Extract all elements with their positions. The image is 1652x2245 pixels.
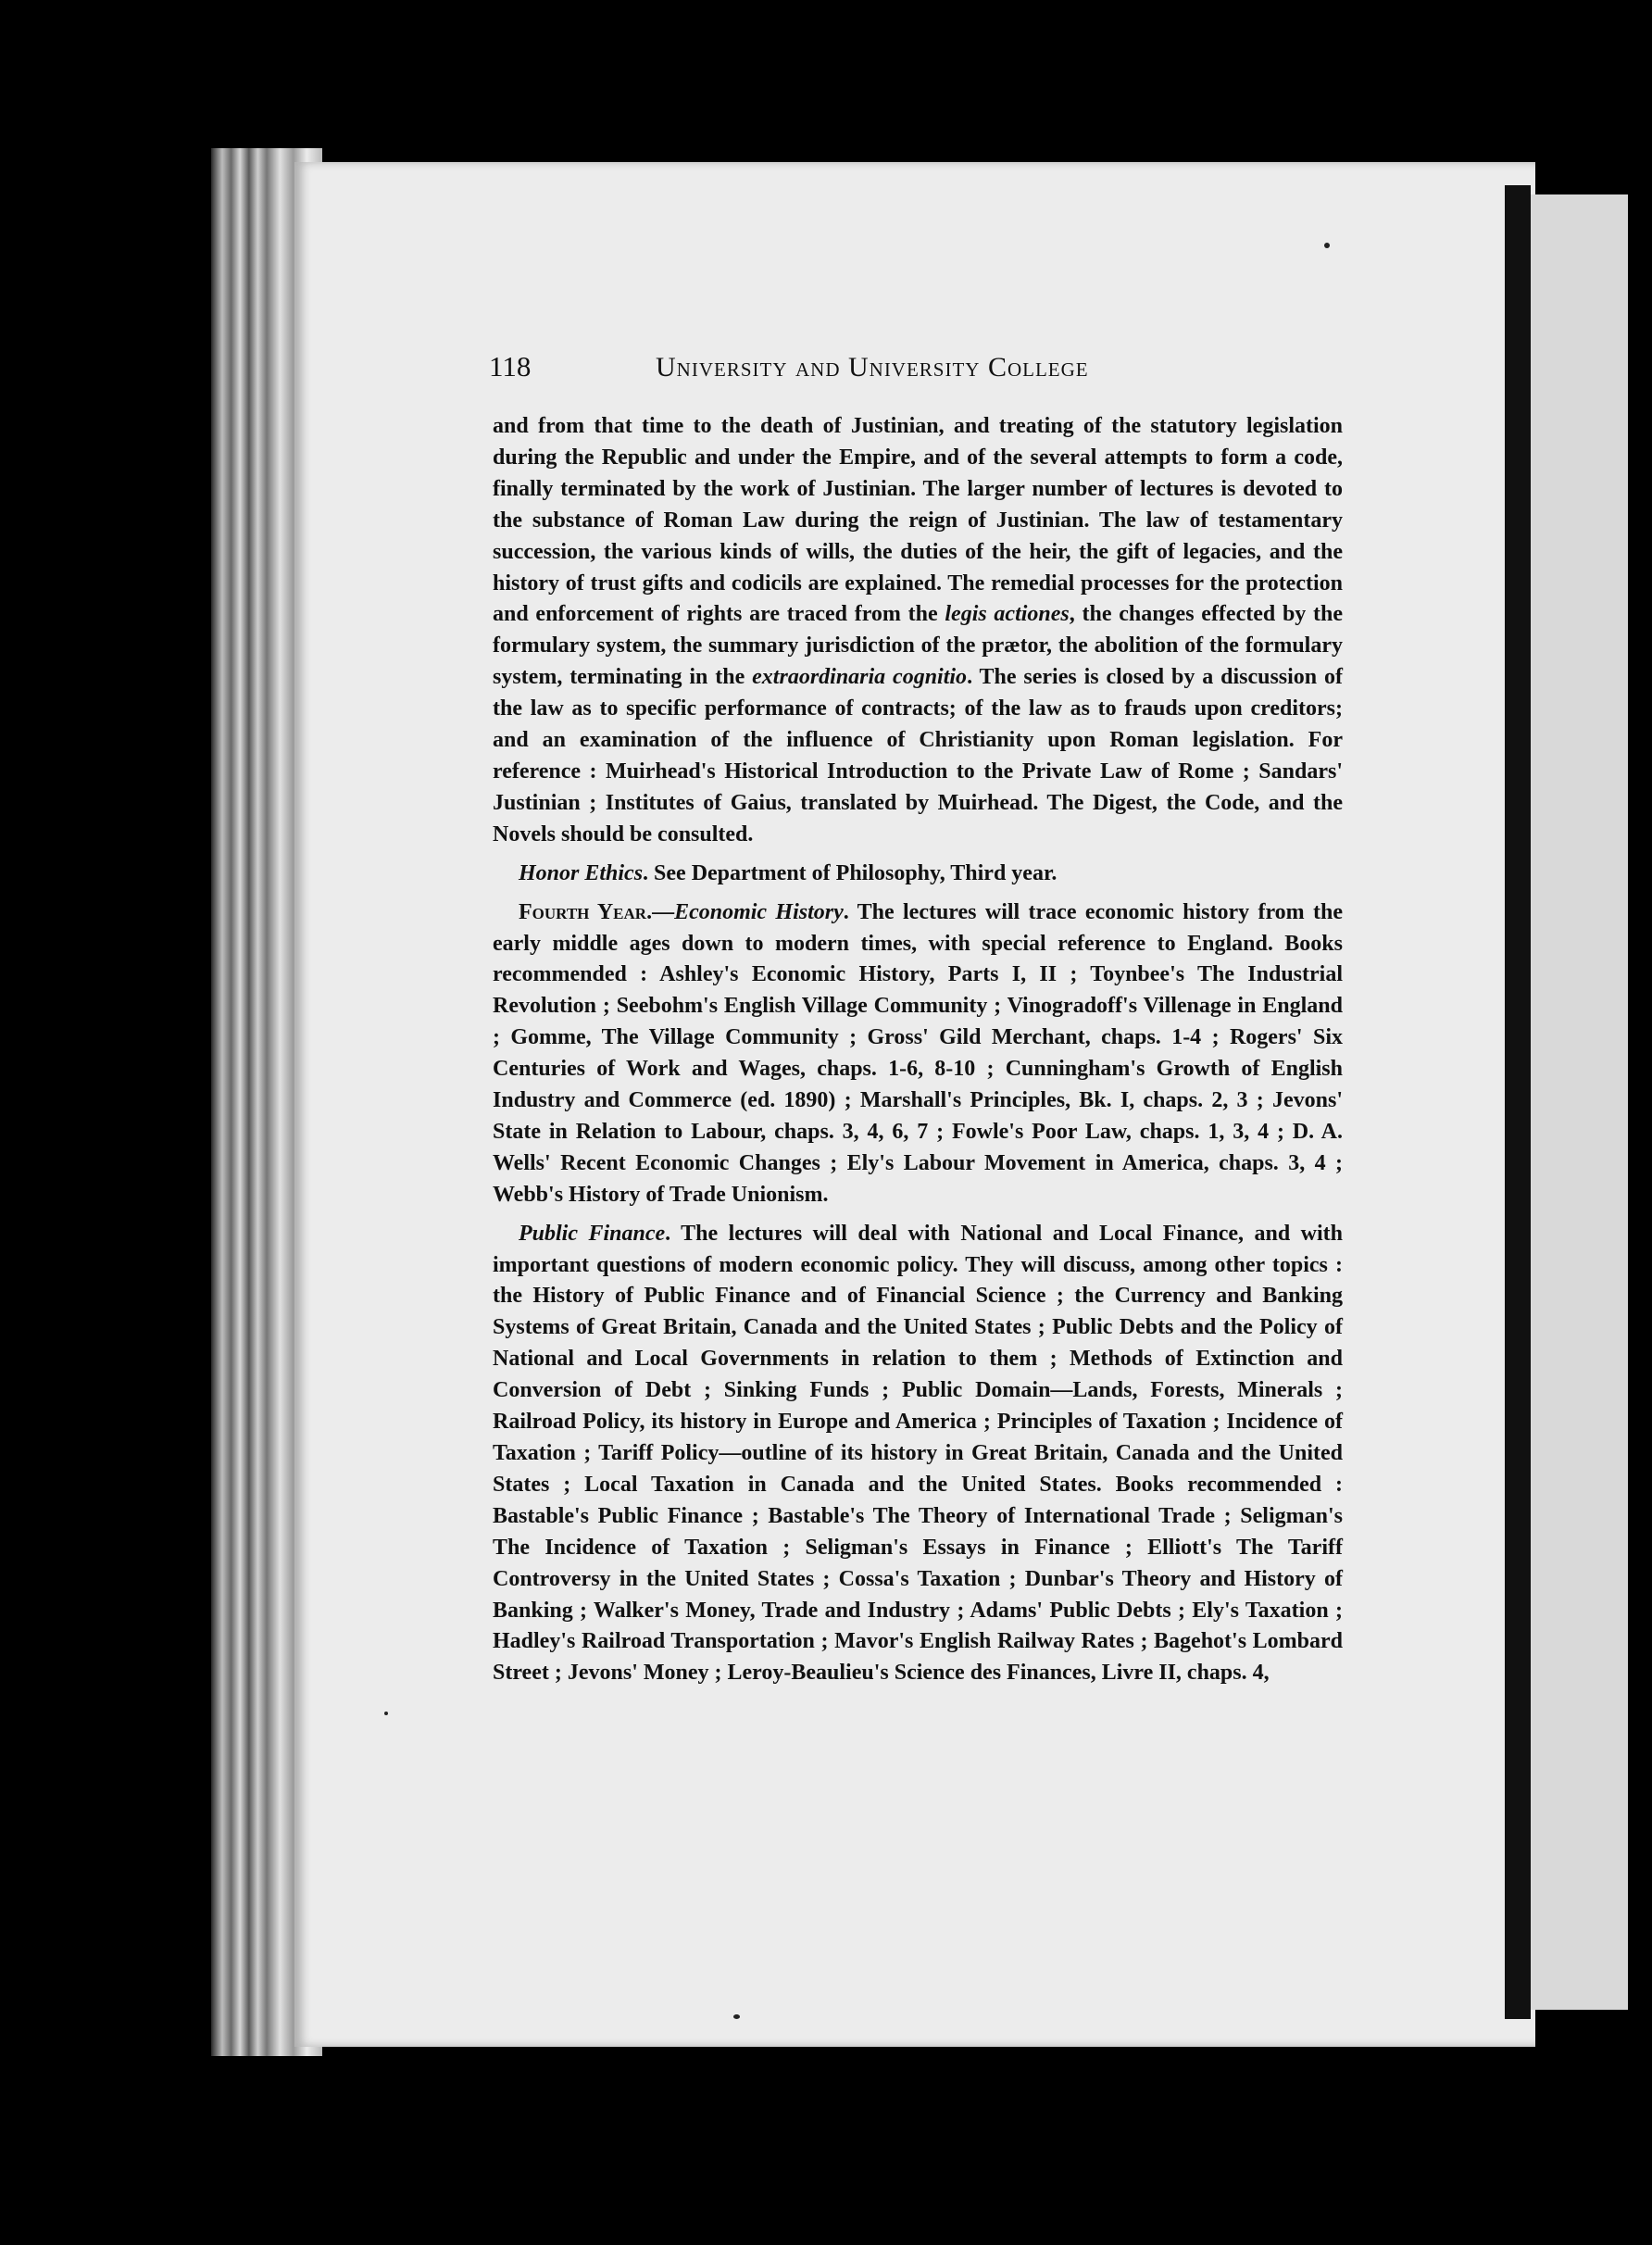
year-heading: Fourth Year	[519, 899, 647, 924]
facing-page-edge	[1531, 194, 1628, 2010]
italic-term: extraordinaria cognitio	[752, 665, 968, 690]
text-run: and from that time to the death of Justinian, and treating of the statutory legislation during the Republic and under the Empire, and of the several attempts to form a code, finally terminated by the work of Justinian. The larger number of lectures is devoted to the substance of Roman Law during the reign of Justinian. The law of testamentary succession, the various kinds of wills, the duties of the heir, the gift of legacies, and the history of trust gifts and codicils are explained. The remedial processes for the protection and enforcement of rights are traced from the	[493, 414, 1343, 627]
text-run: . See Department of Philosophy, Third year.	[643, 860, 1058, 885]
text-run: , the changes effected by the formulary system, the summary jurisdiction of the prætor, the abolition of the formulary system, terminating in the	[493, 602, 1344, 690]
page-header	[489, 350, 1341, 383]
paragraph-public-finance	[493, 1219, 1343, 1690]
scan-speck	[733, 2014, 740, 2019]
page-number: 118	[489, 350, 532, 383]
course-title: Honor Ethics	[519, 860, 644, 885]
paragraph-roman-law	[493, 411, 1343, 851]
running-title: University and University College	[656, 352, 1089, 383]
text-run: . The lectures will trace economic history from the early middle ages down to modern times, with special reference to England. Books recommended : Ashley's Economic History, Parts I, II ; Toynbee's The Industrial Revolution ; Seebohm's English Village Community ; Vinogradoff's Villenage in England ; Gomme, The Village Community ; Gross' Gild Merchant, chaps. 1-4 ; Rogers' Six Centuries of Work and Wages, chaps. 1-6, 8-10 ; Cunningham's Growth of English Industry and Commerce (ed. 1890) ; Marshall's Principles, Bk. I, chaps. 2, 3 ; Jevons' State in Relation to Labour, chaps. 3, 4, 6, 7 ; Fowle's Poor Law, chaps. 1, 3, 4 ; D. A. Wells' Recent Economic Changes ; Ely's Labour Movement in America, chaps. 3, 4 ; Webb's History of Trade Unionism.	[493, 899, 1343, 1207]
paragraph-honor-ethics	[493, 859, 1343, 890]
book-gutter	[1505, 185, 1531, 2019]
italic-term: legis actiones	[945, 602, 1070, 627]
scan-speck	[384, 1712, 388, 1715]
paragraph-fourth-year	[493, 897, 1343, 1211]
course-title: Economic History	[674, 899, 844, 924]
text-run: . The series is closed by a discussion of the law as to specific performance of contracts; of the law as to frauds upon creditors; and an examination of the influence of Christianity upon Roman legislation. For reference : Muirhead's Historical Introduction to the Private Law of Rome ; Sandars' Justinian ; Institutes of Gaius, translated by Muirhead. The Digest, the Code, and the Novels should be consulted.	[493, 665, 1344, 847]
text-run: .—	[646, 899, 675, 924]
text-run: . The lectures will deal with National and Local Finance, and with important questions of modern economic policy. They will discuss, among other topics : the History of Public Finance and of Financial Science ; the Currency and Banking Systems of Great Britain, Canada and the United States ; Public Debts and the Policy of National and Local Governments in relation to them ; Methods of Extinction and Conversion of Debt ; Sinking Funds ; Public Domain—Lands, Forests, Minerals ; Railroad Policy, its history in Europe and America ; Principles of Taxation ; Incidence of Taxation ; Tariff Policy—outline of its history in Great Britain, Canada and the United States ; Local Taxation in Canada and the United States. Books recommended : Bastable's Public Finance ; Bastable's The Theory of International Trade ; Seligman's The Incidence of Taxation ; Seligman's Essays in Finance ; Elliott's The Tariff Controversy in the United States ; Cossa's Taxation ; Dunbar's Theory and History of Banking ; Walker's Money, Trade and Industry ; Adams' Public Debts ; Ely's Taxation ; Hadley's Railroad Transportation ; Mavor's English Railway Rates ; Bagehot's Lombard Street ; Jevons' Money ; Leroy-Beaulieu's Science des Finances, Livre II, chaps. 4,	[493, 1221, 1344, 1686]
course-title: Public Finance	[519, 1221, 666, 1246]
scan-speck	[1324, 243, 1330, 248]
page-body	[493, 411, 1343, 1689]
